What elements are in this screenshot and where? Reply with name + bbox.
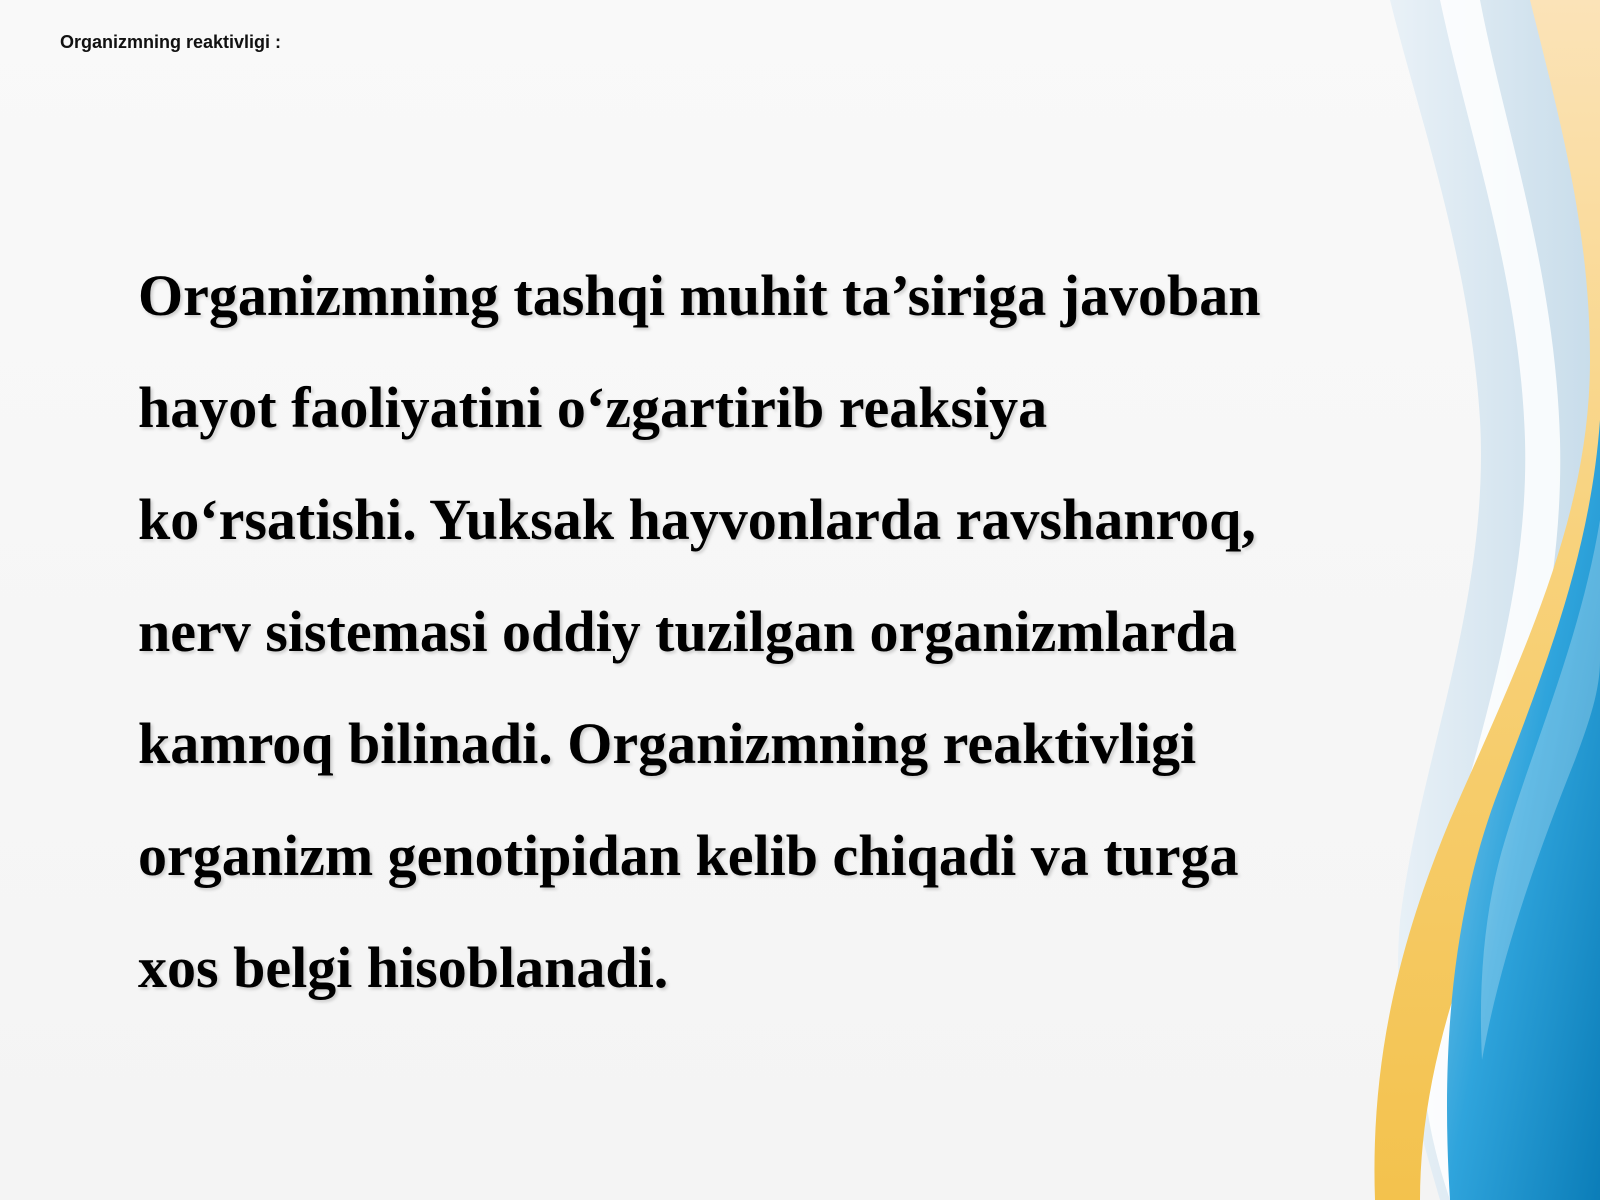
body-line: hayot faoliyatini o‘zgartirib reaksiya	[138, 375, 1048, 440]
body-line: nerv sistemasi oddiy tuzilgan organizmlarda	[138, 599, 1237, 664]
slide-title: Organizmning reaktivligi :	[60, 32, 282, 52]
body-line: ko‘rsatishi. Yuksak hayvonlarda ravshanroq,	[138, 487, 1256, 552]
body-line: organizm genotipidan kelib chiqadi va turga	[138, 823, 1239, 888]
body-line: xos belgi hisoblanadi.	[138, 935, 669, 1000]
body-line: Organizmning tashqi muhit ta’siriga javoban	[138, 263, 1261, 328]
body-line: kamroq bilinadi. Organizmning reaktivligi	[138, 711, 1197, 776]
slide-body-text	[138, 240, 1368, 1024]
